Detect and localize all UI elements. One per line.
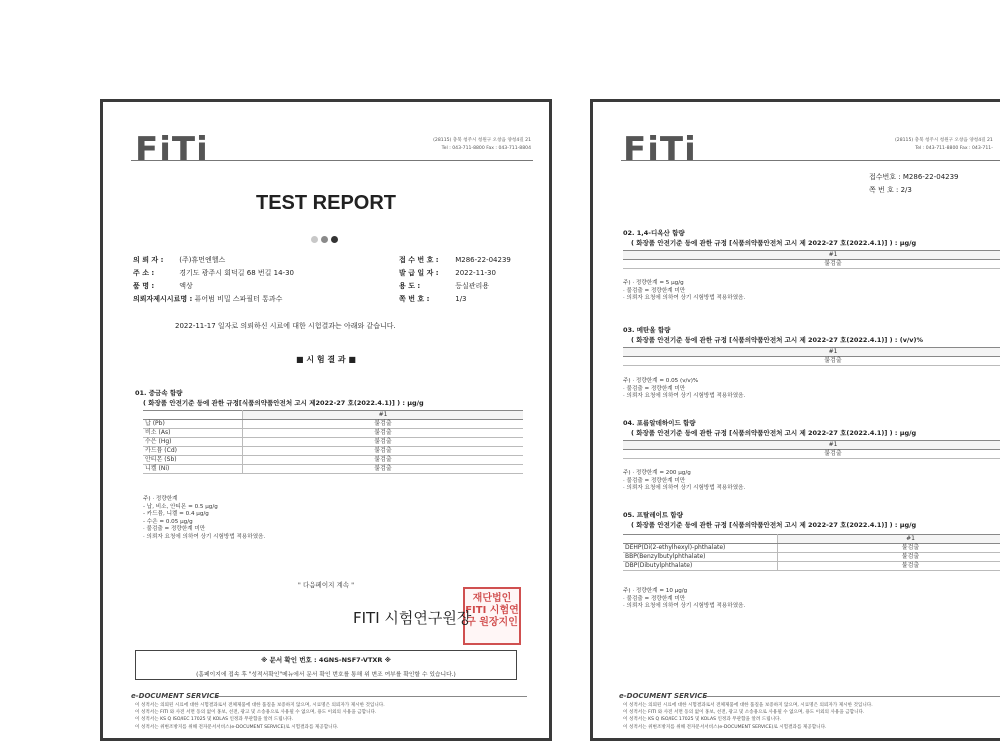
table-row [623, 260, 1000, 269]
section-subtitle: ( 화장품 안전기준 등에 관한 규정 [식품의약품안전처 고시 제 2022-27 호(2022.4.1)] ) : µg/g [631, 239, 917, 247]
page-indicator[interactable] [311, 228, 341, 247]
fiti-logo: FiTi [135, 130, 209, 170]
document-confirmation-box [135, 650, 517, 680]
sample-label: 의뢰자제시시료명 : [133, 295, 193, 303]
institute-signature: FITI 시험연구원장 [353, 609, 472, 627]
formaldehyde-table [623, 440, 1000, 459]
client-label: 의 뢰 자 : [133, 256, 164, 264]
table-header-row [623, 251, 1000, 260]
page-dot[interactable] [321, 236, 328, 243]
row-name: 납 (Pb) [143, 420, 243, 429]
official-seal: 재단법인 FITI 시험연구 원장지인 [463, 587, 521, 645]
issue-label: 발 급 일 자 : [399, 269, 439, 277]
receipt-label: 접 수 번 호 : [399, 256, 439, 264]
note-line: · 의뢰자 요청에 의하여 상기 시험방법 적용하였음. [143, 533, 266, 540]
row-value: 불검출 [623, 260, 1000, 269]
footer-line: 이 성적서는 의뢰된 시료에 대한 시험결과로서 전체제품에 대한 품질을 보증하지 않으며, 시료명은 의뢰자가 제시한 것입니다. [623, 703, 873, 708]
footer-divider [216, 696, 527, 697]
footer-line: 이 성적서는 의뢰된 시료에 대한 시험결과로서 전체제품에 대한 품질을 보증하지 않으며, 시료명은 의뢰자가 제시한 것입니다. [135, 703, 385, 708]
section-title: 03. 메탄올 함량 [623, 326, 671, 334]
table-row [623, 553, 1000, 562]
table-row [623, 544, 1000, 553]
note-line: 주) · 정량한계 = 200 µg/g [623, 470, 691, 476]
note-line: · 의뢰자 요청에 의하여 상기 시험방법 적용하였음. [623, 295, 746, 301]
results-heading: ■ 시 험 결 과 ■ [296, 355, 356, 364]
table-row [623, 562, 1000, 571]
product-value: 액상 [179, 282, 193, 290]
note-line: 주) · 정량한계 = 0.05 (v/v)% [623, 378, 699, 384]
use-label: 용 도 : [399, 282, 421, 290]
footer-line: 이 성적서는 위변조방지를 위해 전자문서서비스(e-DOCUMENT SERVICE)로 시험결과를 제공합니다. [623, 724, 827, 730]
row-value: 불검출 [243, 438, 524, 447]
use-value: 등실관리용 [455, 282, 490, 290]
row-value: 불검출 [243, 429, 524, 438]
page-number-row [399, 294, 467, 304]
row-value: 불검출 [778, 553, 1000, 562]
table-header-row [623, 441, 1000, 450]
receipt-label: 접수번호 : [869, 173, 901, 181]
header-address [433, 137, 531, 153]
report-page-2 [590, 99, 1000, 741]
note-line: - 납, 비소, 안티몬 = 0.5 µg/g [143, 503, 218, 510]
section-subtitle: ( 화장품 안전기준 등에 관한 규정 [식품의약품안전처 고시 제 2022-27 호(2022.4.1)] ) : (v/v)% [631, 336, 924, 344]
dioxane-table [623, 250, 1000, 269]
edocument-service-label: e-DOCUMENT SERVICE [619, 692, 708, 700]
address-line: (28115) 충북 청주시 청원구 오창읍 양청4길 21 [433, 138, 531, 143]
notes-block [623, 378, 745, 401]
product-row [133, 281, 193, 291]
table-header-cell: #1 [243, 411, 524, 420]
row-value: 불검출 [243, 456, 524, 465]
address-label: 주 소 : [133, 269, 155, 277]
page-number-label: 쪽 번 호 : [399, 295, 430, 303]
client-row [133, 255, 225, 265]
table-header-cell: #1 [623, 251, 1000, 260]
note-line: - 수은 = 0.05 µg/g [143, 518, 193, 525]
report-page-1 [100, 99, 552, 741]
receipt-value: M286-22-04239 [902, 173, 959, 181]
notes-block [143, 496, 265, 541]
receipt-value: M286-22-04239 [455, 256, 511, 264]
footer-line: 이 성적서는 FITI 와 사전 서면 동의 없이 홍보, 선전, 광고 및 소송용으로 사용될 수 없으며, 용도 이외의 사용을 금합니다. [135, 710, 377, 716]
table-header-row [143, 411, 523, 420]
note-line: · 불검출 = 정량한계 미만 [623, 477, 686, 484]
note-line: · 불검출 = 정량한계 미만 [623, 385, 686, 392]
note-line: · 불검출 = 정량한계 미만 [623, 287, 686, 294]
footer-notes [623, 702, 873, 731]
heavy-metal-table [143, 410, 523, 474]
table-header-blank [623, 535, 778, 544]
section-title: 05. 프탈레이트 함량 [623, 511, 683, 519]
table-header-blank [143, 411, 243, 420]
address-row [133, 268, 294, 278]
row-name: 수은 (Hg) [143, 438, 243, 447]
footer-line: 이 성적서는 KS Q ISO/IEC 17025 및 KOLAS 인정과 무관함을 알려 드립니다. [135, 717, 293, 723]
note-line: 주) · 정량한계 = 5 µg/g [623, 280, 684, 286]
page-dot[interactable] [311, 236, 318, 243]
sample-value: 퓨어범 비밀 스파필터 통과수 [194, 295, 283, 303]
notes-block [623, 280, 745, 303]
table-header-row [623, 535, 1000, 544]
table-header-row [623, 348, 1000, 357]
notes-block [623, 470, 745, 493]
section-title: 04. 포름알데하이드 함량 [623, 419, 696, 427]
client-value: (주)휴먼엔헬스 [179, 256, 226, 264]
table-row [143, 465, 523, 474]
page-dot-active[interactable] [331, 236, 338, 243]
page-number-label: 쪽 번 호 : [869, 186, 899, 194]
table-header-cell: #1 [623, 441, 1000, 450]
note-line: - 카드뮴, 니켈 = 0.4 µg/g [143, 511, 209, 517]
receipt-row [399, 255, 511, 265]
row-value: 불검출 [243, 465, 524, 474]
notes-block [623, 588, 745, 611]
issue-value: 2022-11-30 [455, 269, 496, 277]
fiti-logo: FiTi [623, 130, 697, 170]
footer-line: 이 성적서는 FITI 와 사전 서면 동의 없이 홍보, 선전, 광고 및 소송용으로 사용될 수 없으며, 용도 이외의 사용을 금합니다. [623, 710, 865, 716]
row-name: 니켈 (Ni) [143, 465, 243, 474]
footer-line: 이 성적서는 KS Q ISO/IEC 17025 및 KOLAS 인정과 무관함을 알려 드립니다. [623, 717, 781, 723]
footer-divider [705, 696, 1000, 697]
note-line: · 의뢰자 요청에 의하여 상기 시험방법 적용하였음. [623, 393, 746, 399]
footer-line: 이 성적서는 위변조방지를 위해 전자문서서비스(e-DOCUMENT SERVICE)로 시험결과를 제공합니다. [135, 724, 339, 730]
table-row [143, 456, 523, 465]
contact-line: Tel : 043-711-8800 Fax : 043-711- [915, 146, 993, 151]
row-name: 비소 (As) [143, 429, 243, 438]
row-name: DEHP(Di(2-ethylhexyl)-phthalate) [623, 544, 778, 553]
page-number-value: 2/3 [900, 186, 912, 194]
footer-notes [135, 702, 385, 731]
note-line: · 의뢰자 요청에 의하여 상기 시험방법 적용하였음. [623, 485, 746, 491]
row-value: 불검출 [778, 562, 1000, 571]
edocument-service-label: e-DOCUMENT SERVICE [131, 692, 220, 700]
section-subtitle: ( 화장품 안전기준 등에 관한 규정[식품의약품안전처 고시 제2022-27 호(2022.4.1)] ) : µg/g [143, 399, 424, 407]
section-subtitle: ( 화장품 안전기준 등에 관한 규정 [식품의약품안전처 고시 제 2022-27 호(2022.4.1)] ) : µg/g [631, 429, 917, 437]
continued-note: " 다음페이지 계속 " [297, 581, 355, 589]
row-value: 불검출 [778, 544, 1000, 553]
note-line: · 불검출 = 정량한계 미만 [623, 595, 686, 602]
issue-row [399, 268, 496, 278]
row-name: 카드뮴 (Cd) [143, 447, 243, 456]
table-row [143, 438, 523, 447]
document-confirm-desc: (홈페이지에 접속 후 "성적서확인"메뉴에서 문서 확인 번호를 통해 위 변조 여부를 확인할 수 있습니다.) [196, 672, 456, 678]
row-value: 불검출 [623, 450, 1000, 459]
table-row [143, 447, 523, 456]
intro-text: 2022-11-17 일자로 의뢰하신 시료에 대한 시험결과는 아래와 같습니다. [175, 322, 396, 330]
row-value: 불검출 [243, 447, 524, 456]
table-header-cell: #1 [778, 535, 1000, 544]
header-divider [621, 160, 1000, 161]
contact-line: Tel : 043-711-8800 Fax : 043-711-8804 [441, 146, 531, 151]
table-row [143, 420, 523, 429]
report-title: TEST REPORT [255, 192, 396, 214]
note-line: 주) · 정량한계 [143, 496, 178, 502]
row-value: 불검출 [623, 357, 1000, 366]
phthalate-table [623, 534, 1000, 571]
use-row [399, 281, 489, 291]
section-subtitle: ( 화장품 안전기준 등에 관한 규정 [식품의약품안전처 고시 제 2022-27 호(2022.4.1)] ) : µg/g [631, 521, 917, 529]
section-title: 02. 1,4-디옥산 함량 [623, 229, 685, 237]
row-name: 안티몬 (Sb) [143, 456, 243, 465]
row-name: BBP(Benzylbutylphthalate) [623, 553, 778, 562]
table-header-cell: #1 [623, 348, 1000, 357]
page-number-row [869, 185, 912, 195]
header-divider [131, 160, 533, 161]
note-line: 주) · 정량한계 = 10 µg/g [623, 588, 688, 594]
table-row [623, 450, 1000, 459]
sample-row [133, 294, 282, 304]
methanol-table [623, 347, 1000, 366]
address-line: (28115) 충북 청주시 청원구 오창읍 양청4길 21 [895, 138, 993, 143]
row-value: 불검출 [243, 420, 524, 429]
document-confirm-number: ※ 문서 확인 번호 : 4GNS-NSF7-VTXR ※ [261, 656, 391, 664]
header-address [895, 137, 993, 153]
page-number-value: 1/3 [455, 295, 467, 303]
note-line: · 의뢰자 요청에 의하여 상기 시험방법 적용하였음. [623, 603, 746, 609]
table-row [143, 429, 523, 438]
note-line: · 불검출 = 정량한계 미만 [143, 526, 206, 532]
table-row [623, 357, 1000, 366]
section-title: 01. 중금속 함량 [135, 389, 183, 397]
product-label: 품 명 : [133, 282, 155, 290]
receipt-row [869, 172, 959, 182]
row-name: DBP(Dibutylphthalate) [623, 562, 778, 571]
address-value: 경기도 광주시 회덕길 68 번길 14-30 [179, 269, 294, 277]
